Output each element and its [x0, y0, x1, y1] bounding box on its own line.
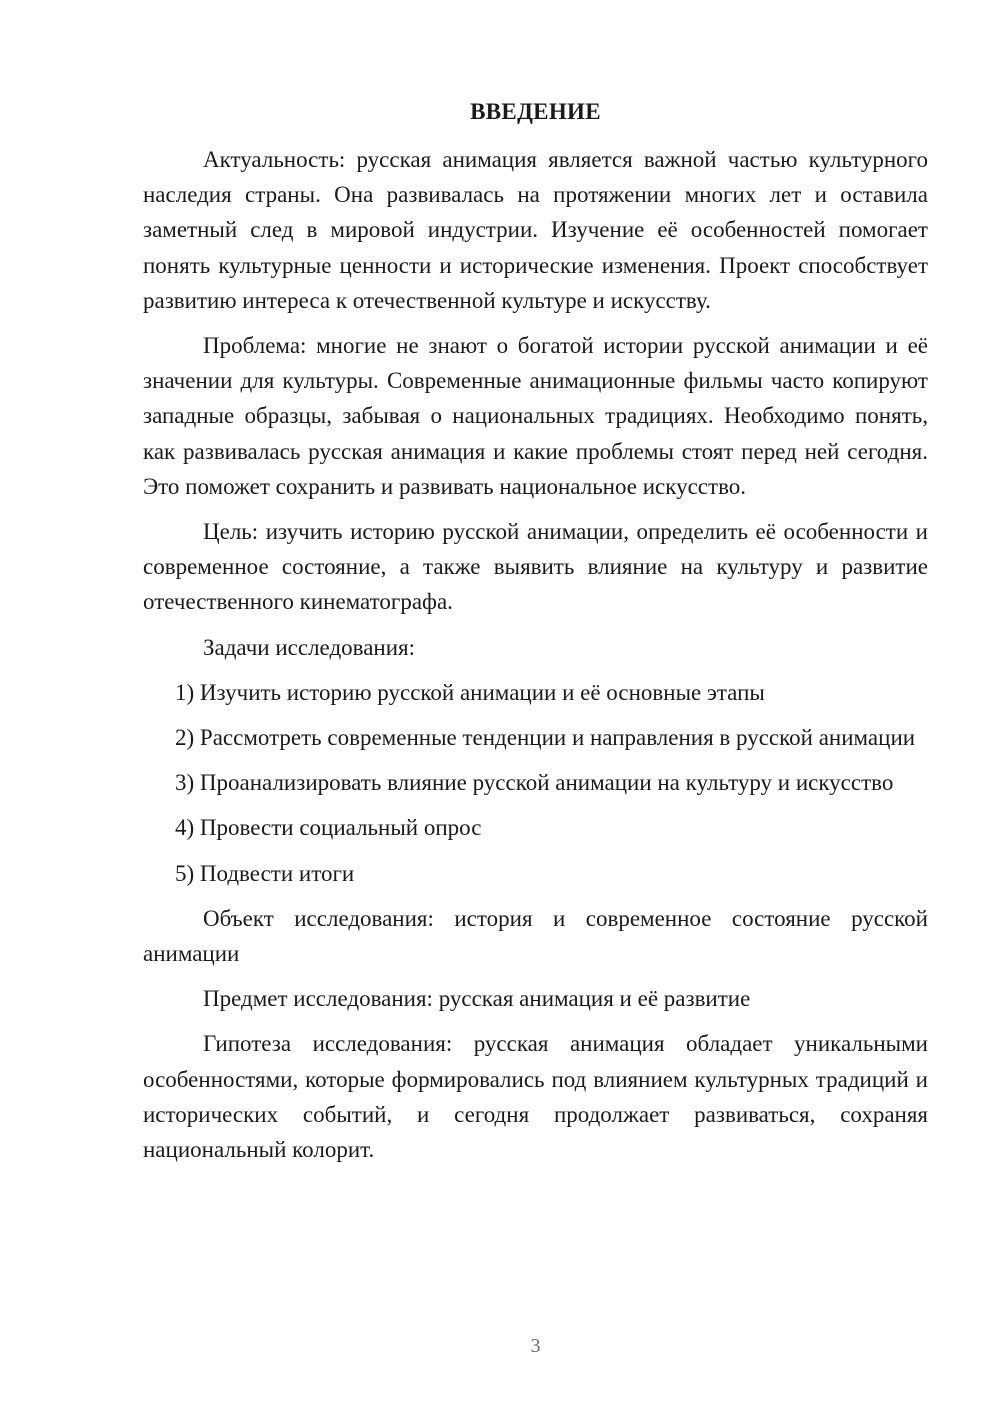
document-page — [143, 0, 928, 1414]
paragraph-relevance: Актуальность: русская анимация является важной частью культурного наследия страны. Она развивалась на протяжении многих лет и оставила заметный след в мировой индустрии. Изучение её особенностей помогает понять культурные ценности и исторические изменения. Проект способствует развитию интереса к отечественной культуре и искусству. — [143, 147, 928, 313]
task-item-5: 5) Подвести итоги — [175, 860, 355, 886]
page-number: 3 — [530, 1335, 541, 1357]
task-item-2: 2) Рассмотреть современные тенденции и направления в русской анимации — [175, 725, 916, 751]
task-item-1: 1) Изучить историю русской анимации и её основные этапы — [175, 679, 765, 705]
paragraph-goal: Цель: изучить историю русской анимации, определить её особенности и современное состояние, а также выявить влияние на культуру и развитие отечественного кинематографа. — [143, 519, 928, 615]
paragraph-problem: Проблема: многие не знают о богатой истории русской анимации и её значении для культуры. Современные анимационные фильмы часто копируют западные образцы, забывая о национальных традициях. Необходимо понять, как развивалась русская анимация и какие проблемы стоят перед ней сегодня. Это поможет сохранить и развивать национальное искусство. — [143, 333, 928, 499]
task-item-4: 4) Провести социальный опрос — [175, 815, 482, 841]
section-title: ВВЕДЕНИЕ — [470, 99, 601, 124]
paragraph-hypothesis: Гипотеза исследования: русская анимация обладает уникальными особенностями, которые формировались под влиянием культурных традиций и исторических событий, и сегодня продолжает развиваться, сохраняя национальный колорит. — [143, 1031, 928, 1163]
paragraph-object: Объект исследования: история и современное состояние русской анимации — [143, 905, 928, 967]
paragraph-tasks-heading: Задачи исследования: — [203, 634, 416, 660]
paragraph-subject: Предмет исследования: русская анимация и её развитие — [203, 986, 751, 1012]
task-item-3: 3) Проанализировать влияние русской анимации на культуру и искусство — [175, 770, 894, 796]
document-body — [143, 142, 928, 1177]
